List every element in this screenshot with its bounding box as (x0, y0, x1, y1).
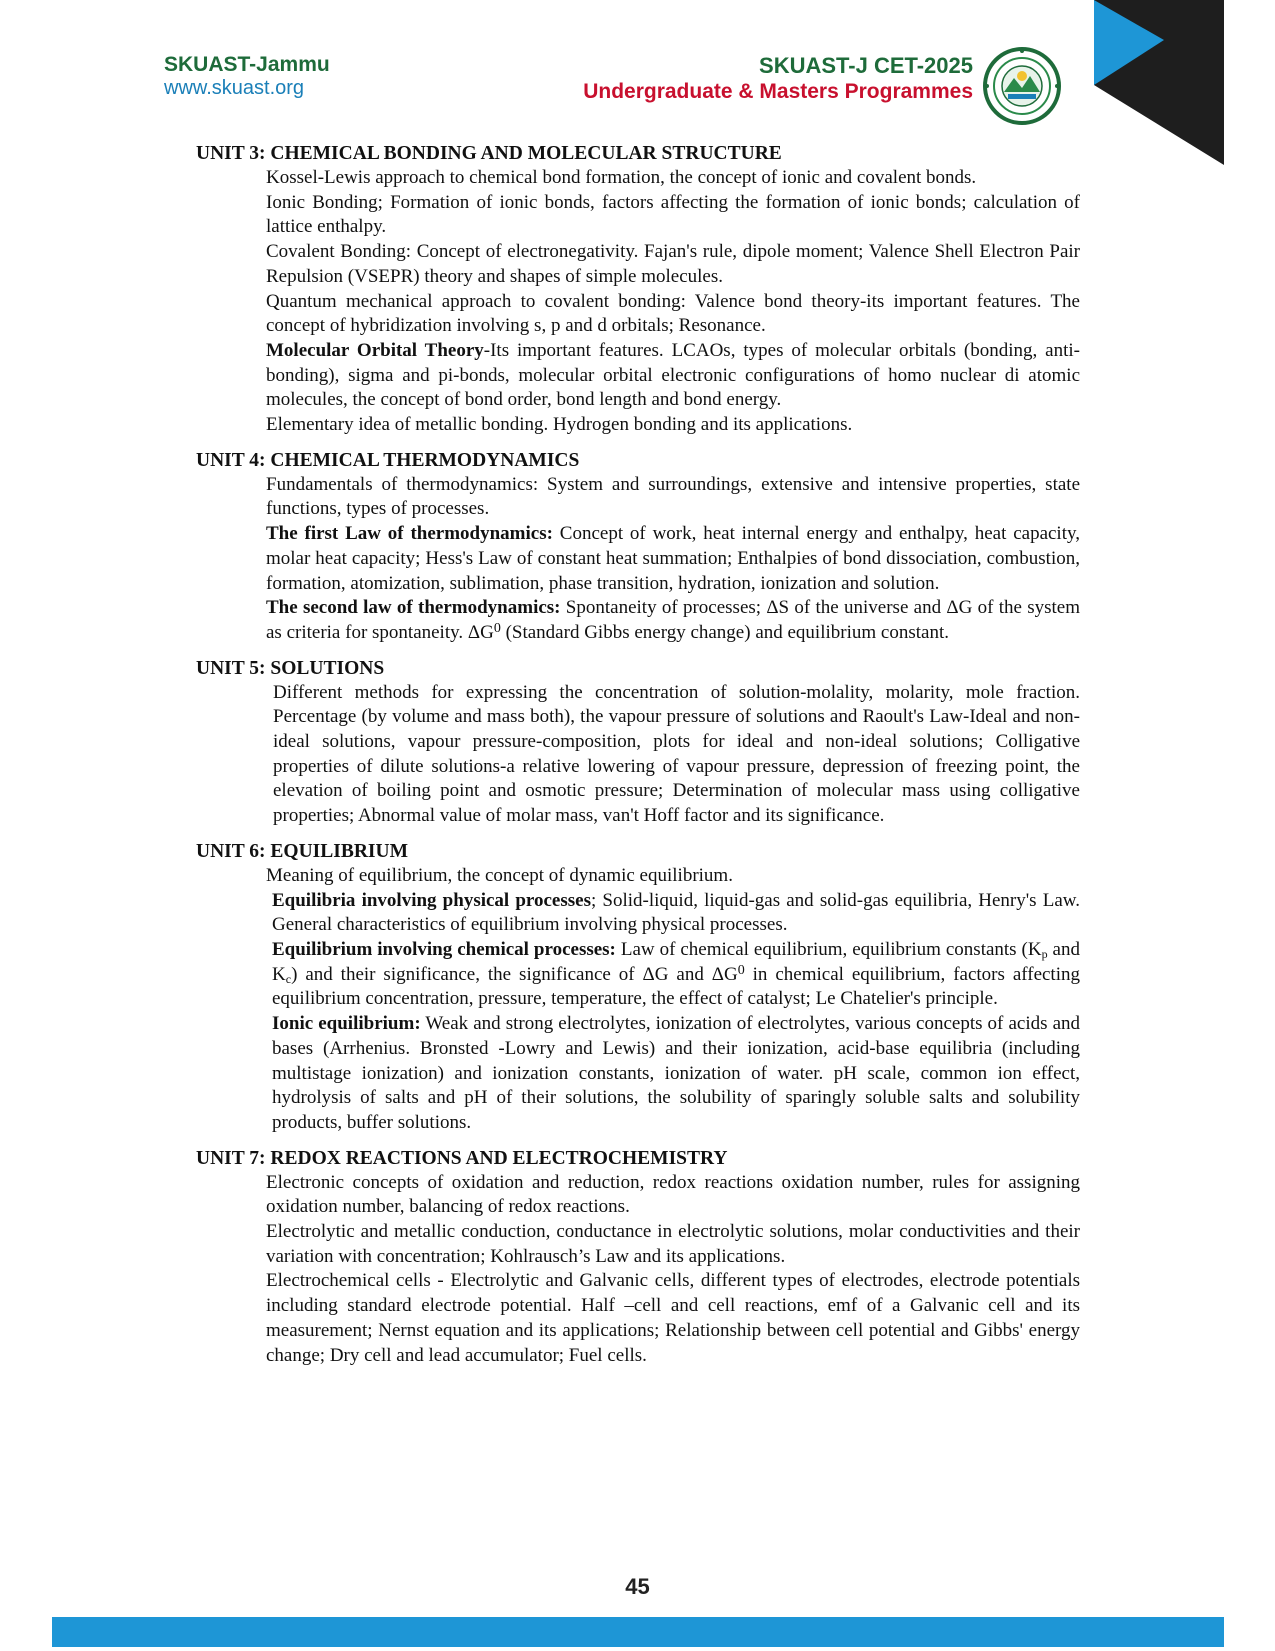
paragraph: Covalent Bonding: Concept of electronegativity. Fajan's rule, dipole moment; Valence Shell Electron Pair Repulsion (VSEPR) theory and shapes of simple molecules. (266, 241, 1080, 287)
paragraph: Electrochemical cells - Electrolytic and Galvanic cells, different types of electrodes, electrode potentials including standard electrode potential. Half –cell and cell reactions, emf of a Galvanic cell and its measurement; Nernst equation and its applications; Relationship between cell potential and Gibbs' energy change; Dry cell and lead accumulator; Fuel cells. (266, 1270, 1080, 1366)
unit-6-section (196, 839, 1080, 1136)
page-number: 45 (625, 1574, 650, 1599)
syllabus-content (196, 141, 1080, 1378)
exam-title: SKUAST-J CET-2025 (759, 53, 973, 78)
paragraph: Meaning of equilibrium, the concept of dynamic equilibrium. (266, 864, 733, 886)
unit-heading: UNIT 3: CHEMICAL BONDING AND MOLECULAR STRUCTURE (196, 143, 782, 164)
bold-term: Equilibria involving physical processes (272, 889, 591, 911)
paragraph-text: and K (272, 938, 1080, 985)
bold-term: Molecular Orbital Theory (266, 339, 484, 361)
paragraph (266, 596, 1080, 645)
paragraph-text: -Its important features. LCAOs, types of molecular orbitals (bonding, anti-bonding), sigma and pi-bonds, molecular orbital electronic configurations of homo nuclear di atomic molecules, the concept of bond order, bond length and bond energy. (266, 339, 1080, 411)
bold-term: The first Law of thermodynamics: (266, 523, 553, 545)
superscript: 0 (737, 962, 745, 978)
paragraph-text: Spontaneity of processes; ΔS of the universe and ΔG of the system as criteria for spontaneity. ΔG (266, 597, 1080, 643)
unit-7-section (196, 1146, 1080, 1369)
unit-heading: UNIT 7: REDOX REACTIONS AND ELECTROCHEMISTRY (196, 1147, 728, 1169)
paragraph-text: ) and their significance, the significance of ΔG and ΔG (291, 963, 738, 985)
paragraph-text: ; Solid-liquid, liquid-gas and solid-gas equilibria, Henry's Law. General characteristics of equilibrium involving physical processes. (272, 889, 1080, 936)
paragraph-text: (Standard Gibbs energy change) and equilibrium constant. (500, 621, 949, 643)
bold-term: Ionic equilibrium: (272, 1013, 421, 1035)
unit-5-section (196, 656, 1080, 829)
paragraph (266, 522, 1080, 596)
paragraph: Fundamentals of thermodynamics: System and surroundings, extensive and intensive properties, state functions, types of processes. (266, 473, 1080, 520)
subscript: c (285, 971, 292, 986)
paragraph-text: Concept of work, heat internal energy and enthalpy, heat capacity, molar heat capacity; Hess's Law of constant heat summation; Enthalpies of bond dissociation, combustion, formation, atomization, sublimation, phase transition, hydration, ionization and solution. (266, 523, 1081, 594)
unit-heading: UNIT 6: EQUILIBRIUM (196, 840, 409, 862)
header-right (583, 53, 973, 105)
programmes-title: Undergraduate & Masters Programmes (583, 80, 973, 103)
org-name: SKUAST-Jammu (164, 53, 330, 76)
paragraph: Quantum mechanical approach to covalent bonding: Valence bond theory-its important features. The concept of hybridization involving s, p and d orbitals; Resonance. (266, 290, 1080, 337)
paragraph (272, 889, 1080, 938)
unit-heading: UNIT 4: CHEMICAL THERMODYNAMICS (196, 449, 580, 471)
paragraph-text: Weak and strong electrolytes, ionization of electrolytes, various concepts of acids and bases (Arrhenius. Bronsted -Lowry and Lewis) and their ionization, acid-base equilibria (including multistage ionization) and ionization constants, ionization of water. pH scale, common ion effect, hydrolysis of salts and pH of their solutions, the solubility of sparingly soluble salts and solubility products, buffer solutions. (272, 1013, 1080, 1133)
paragraph-text: Law of chemical equilibrium, equilibrium constants (K (615, 938, 1042, 960)
superscript: 0 (493, 620, 501, 636)
subscript: p (1041, 946, 1048, 961)
unit-4-section (196, 448, 1080, 646)
header-left (164, 53, 330, 99)
paragraph: Elementary idea of metallic bonding. Hydrogen bonding and its applications. (266, 414, 853, 436)
paragraph: Ionic Bonding; Formation of ionic bonds, factors affecting the formation of ionic bonds; calculation of lattice enthalpy. (266, 191, 1080, 238)
university-seal-logo (982, 46, 1062, 126)
paragraph: Different methods for expressing the concentration of solution-molality, molarity, mole fraction. Percentage (by volume and mass both), the vapour pressure of solutions and Raoult's Law-Ideal and non-ideal solutions, vapour pressure-composition, plots for ideal and non-ideal solutions; Colligative properties of dilute solutions-a relative lowering of vapour pressure, depression of freezing point, the elevation of boiling point and osmotic pressure; Determination of molecular mass using colligative properties; Abnormal value of molar mass, van't Hoff factor and its significance. (273, 681, 1080, 827)
paragraph (272, 1012, 1080, 1136)
website-link[interactable]: www.skuast.org (164, 77, 305, 99)
paragraph: Electrolytic and metallic conduction, conductance in electrolytic solutions, molar conductivities and their variation with concentration; Kohlrausch’s Law and its applications. (266, 1221, 1080, 1267)
paragraph-text: in chemical equilibrium, factors affecting equilibrium concentration, pressure, temperature, the effect of catalyst; Le Chatelier's principle. (272, 963, 1080, 1010)
corner-decoration (1094, 0, 1224, 165)
paragraph (272, 938, 1080, 1012)
footer-bar (52, 1617, 1224, 1647)
unit-3-section (196, 141, 1080, 438)
paragraph: Electronic concepts of oxidation and reduction, redox reactions oxidation number, rules for assigning oxidation number, balancing of redox reactions. (266, 1171, 1080, 1218)
paragraph (266, 339, 1080, 413)
paragraph: Kossel-Lewis approach to chemical bond formation, the concept of ionic and covalent bonds. (266, 167, 977, 188)
bold-term: The second law of thermodynamics: (266, 597, 561, 619)
unit-heading: UNIT 5: SOLUTIONS (196, 657, 385, 679)
bold-term: Equilibrium involving chemical processes: (272, 938, 616, 960)
